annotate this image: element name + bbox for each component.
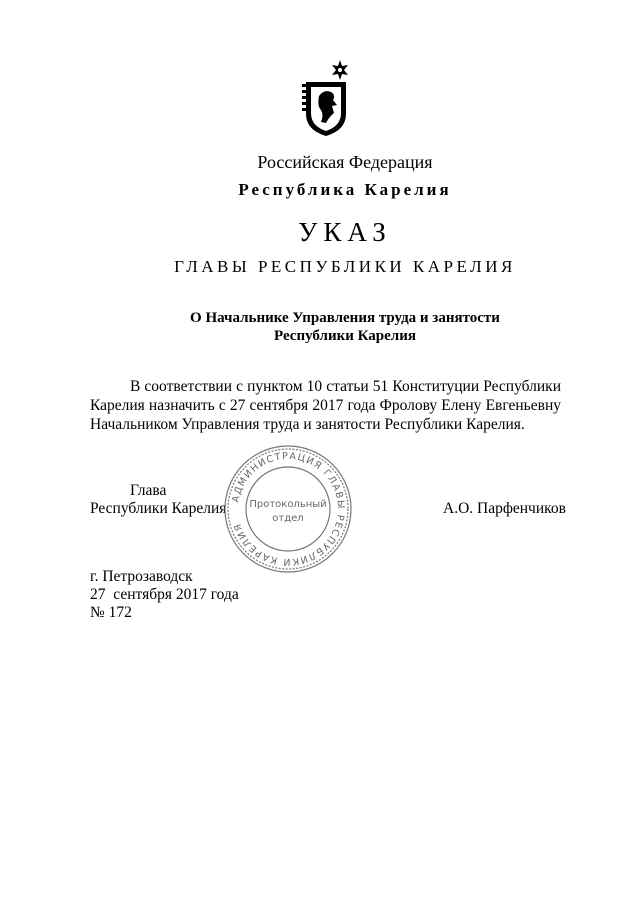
decree-title <box>0 309 640 345</box>
seal-center-line2: отдел <box>272 513 304 524</box>
coat-of-arms-icon <box>300 58 352 138</box>
decree-title-line1: О Начальнике Управления труда и занятости <box>190 310 500 326</box>
official-seal <box>222 443 354 575</box>
country-name: Российская Федерация <box>257 152 433 172</box>
decree-number: № 172 <box>90 604 132 621</box>
decree-title-line2: Республики Карелия <box>274 328 416 344</box>
place: г. Петрозаводск <box>90 568 193 585</box>
signature-position-line1: Глава <box>130 482 167 499</box>
document-type: УКАЗ <box>298 217 392 247</box>
date: 27 сентября 2017 года <box>90 586 239 603</box>
signature-position-line2: Республики Карелия <box>90 500 227 517</box>
seal-center-line1: Протокольный <box>249 499 327 510</box>
issuer: ГЛАВЫ РЕСПУБЛИКИ КАРЕЛИЯ <box>174 257 516 276</box>
signatory-name: А.О. Парфенчиков <box>443 500 566 517</box>
republic-name: Республика Карелия <box>238 180 452 199</box>
decree-body: В соответствии с пунктом 10 статьи 51 Конституции Республики Карелия назначить с 27 сентября 2017 года Фролову Елену Евгеньевну Начальником Управления труда и занятости Республики Карелия. <box>90 378 561 433</box>
seal-ring-text: АДМИНИСТРАЦИЯ ГЛАВЫ РЕСПУБЛИКИ КАРЕЛИЯ <box>230 450 347 568</box>
